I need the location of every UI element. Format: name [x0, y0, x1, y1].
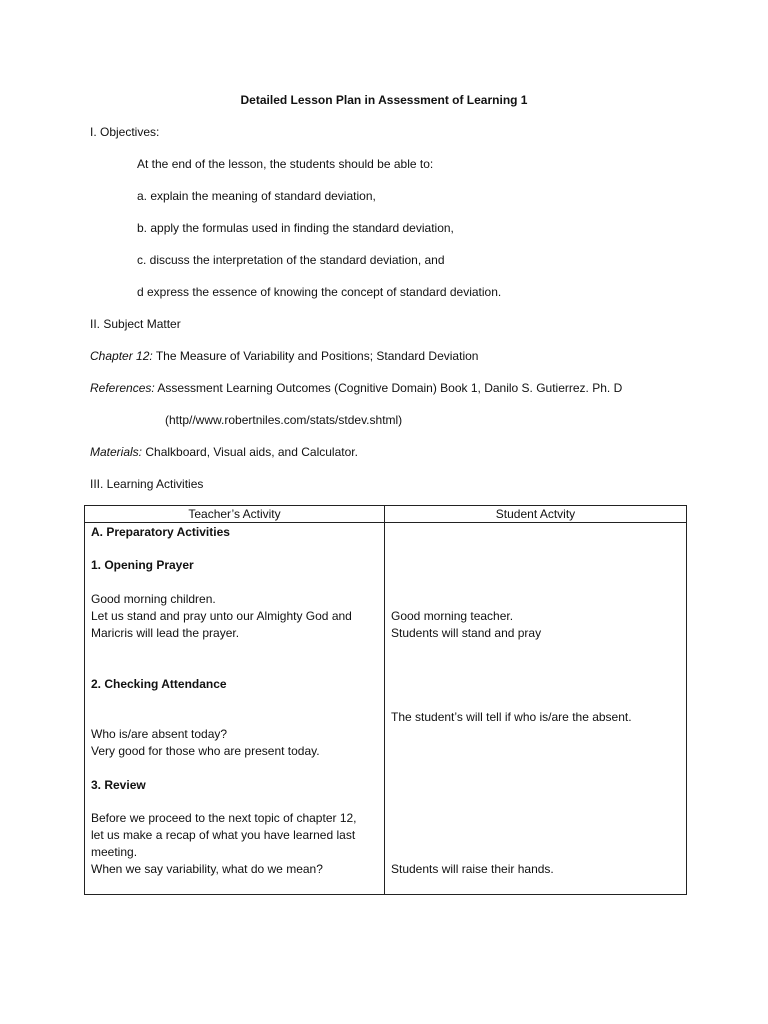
- chapter-label: Chapter 12:: [90, 349, 153, 363]
- objective-item: b. apply the formulas used in finding the standard deviation,: [137, 221, 454, 235]
- chapter-line: [90, 348, 478, 364]
- chapter-text: The Measure of Variability and Positions; Standard Deviation: [152, 349, 479, 363]
- table-header-row: [85, 506, 687, 523]
- learning-activities-heading: III. Learning Activities: [90, 477, 204, 491]
- objective-item: c. discuss the interpretation of the standard deviation, and: [137, 253, 445, 267]
- materials-label: Materials:: [90, 445, 143, 459]
- student-activity-cell: [385, 523, 687, 895]
- teacher-greeting: Good morning children.: [91, 592, 216, 606]
- review-heading: 3. Review: [91, 778, 146, 792]
- attendance-heading: 2. Checking Attendance: [91, 677, 227, 691]
- teacher-activity-cell: [85, 523, 385, 895]
- materials-line: [90, 444, 358, 460]
- student-greeting: Good morning teacher.: [391, 609, 514, 623]
- teacher-pray-line: Maricris will lead the prayer.: [91, 626, 240, 640]
- reference-url: (http//www.robertniles.com/stats/stdev.shtml): [165, 413, 403, 427]
- references-label: References:: [90, 381, 155, 395]
- references-text: Assessment Learning Outcomes (Cognitive Domain) Book 1, Danilo S. Gutierrez. Ph. D: [154, 381, 623, 395]
- preparatory-heading: A. Preparatory Activities: [91, 525, 230, 539]
- objective-item: d express the essence of knowing the concept of standard deviation.: [137, 285, 502, 299]
- teacher-pray-line: Let us stand and pray unto our Almighty God and: [91, 609, 352, 623]
- references-line: [90, 380, 622, 396]
- teacher-recap-line: Before we proceed to the next topic of chapter 12,: [91, 811, 357, 825]
- materials-text: Chalkboard, Visual aids, and Calculator.: [142, 445, 358, 459]
- student-raise-hands: Students will raise their hands.: [391, 862, 554, 876]
- document-title: Detailed Lesson Plan in Assessment of Learning 1: [240, 93, 528, 107]
- objective-item: a. explain the meaning of standard deviation,: [137, 189, 376, 203]
- column-header-teacher: Teacher’s Activity: [85, 506, 385, 523]
- teacher-variability-question: When we say variability, what do we mean?: [91, 862, 323, 876]
- teacher-recap-line: meeting.: [91, 845, 138, 859]
- teacher-absent-question: Who is/are absent today?: [91, 727, 228, 741]
- subject-matter-heading: II. Subject Matter: [90, 317, 181, 331]
- objectives-heading: I. Objectives:: [90, 125, 160, 139]
- activities-table: [84, 505, 687, 895]
- student-pray: Students will stand and pray: [391, 626, 542, 640]
- student-absent: The student’s will tell if who is/are the absent.: [391, 710, 632, 724]
- column-header-student: Student Actvity: [385, 506, 687, 523]
- teacher-recap-line: let us make a recap of what you have learned last: [91, 828, 356, 842]
- teacher-very-good: Very good for those who are present today.: [91, 744, 320, 758]
- table-row: [85, 523, 687, 895]
- objectives-intro: At the end of the lesson, the students should be able to:: [137, 157, 434, 171]
- opening-prayer-heading: 1. Opening Prayer: [91, 558, 194, 572]
